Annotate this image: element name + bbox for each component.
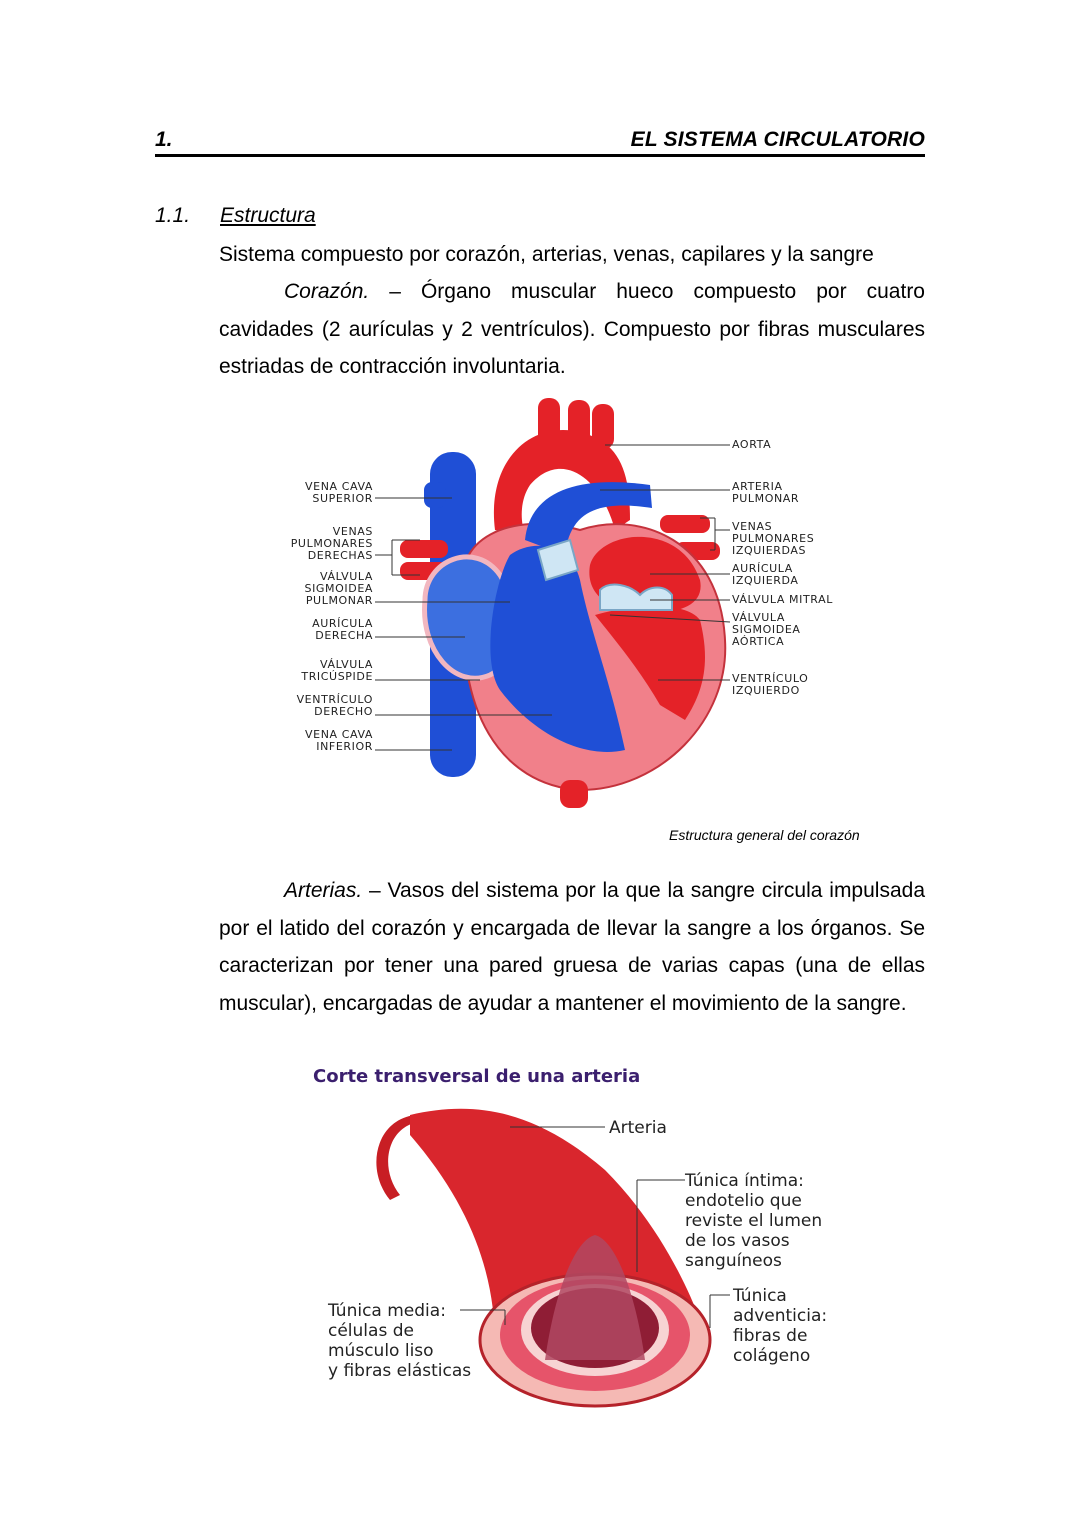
- svg-text:VENTRÍCULODERECHO: [297, 693, 373, 718]
- svg-text:VENA CAVAINFERIOR: [305, 728, 373, 753]
- svg-text:VÁLVULA MITRAL: [732, 593, 833, 606]
- label-ventriculo-der-1: VENTRÍCULO: [296, 693, 373, 706]
- label-vena-cava-inf-1: VENA CAVA: [305, 728, 373, 741]
- label-ventriculo-der-2: DERECHO: [314, 705, 373, 718]
- svg-text:VENASPULMONARESDERECHAS: [291, 525, 373, 562]
- svg-text:VÁLVULASIGMOIDEAAÓRTICA: [732, 611, 801, 648]
- arteries-paragraph: [219, 872, 925, 1022]
- label-adventicia-1: Túnica: [733, 1286, 787, 1306]
- svg-text:Túnica íntima: endotelio q: [684, 1171, 828, 1271]
- svg-text:AURÍCULAIZQUIERDA: [732, 562, 799, 587]
- intro-paragraph: Sistema compuesto por corazón, arterias, venas, capilares y la sangre: [219, 243, 874, 266]
- svg-text:AORTA: [732, 438, 771, 451]
- label-intima-5: sanguíneos: [685, 1251, 782, 1271]
- label-vena-cava-inf-2: INFERIOR: [316, 740, 373, 753]
- chapter-number: 1.: [155, 128, 173, 151]
- heart-labels-left: [291, 480, 373, 753]
- heart-figure-caption: Estructura general del corazón: [669, 827, 860, 843]
- label-auricula-der-2: DERECHA: [315, 629, 373, 642]
- label-valvula-sig-pulm-1: VÁLVULA: [320, 570, 373, 583]
- label-valvula-sig-pulm-2: SIGMOIDEA: [304, 582, 373, 595]
- svg-text:Túnica media: células de: [327, 1301, 471, 1381]
- heart-term: Corazón.: [284, 280, 370, 303]
- heart-diagram: [280, 390, 850, 810]
- label-vena-cava-superior-2: SUPERIOR: [312, 492, 373, 505]
- label-intima-3: reviste el lumen: [685, 1211, 823, 1231]
- label-adventicia-3: fibras de: [733, 1326, 808, 1346]
- label-adventicia-2: adventicia:: [733, 1306, 828, 1326]
- label-venas-pulm-izq-1: VENAS: [732, 520, 773, 533]
- label-media-3: músculo liso: [328, 1341, 434, 1361]
- svg-text:Túnica adventicia: fib: [732, 1286, 833, 1366]
- svg-text:VENASPULMONARESIZQUIERDAS: [732, 520, 814, 557]
- label-adventicia-4: colágeno: [733, 1346, 811, 1366]
- label-venas-pulm-der-3: DERECHAS: [307, 549, 373, 562]
- label-valvula-tric-1: VÁLVULA: [320, 658, 373, 671]
- section-title: Estructura: [220, 204, 316, 227]
- label-auricula-der-1: AURÍCULA: [312, 617, 373, 630]
- page-header: [155, 128, 925, 157]
- label-venas-pulm-der-2: PULMONARES: [290, 537, 373, 550]
- label-valvula-sig-pulm-3: PULMONAR: [305, 594, 373, 607]
- label-media-1: Túnica media:: [328, 1301, 446, 1321]
- label-intima-2: endotelio que: [685, 1191, 802, 1211]
- label-intima-4: de los vasos: [685, 1231, 790, 1251]
- label-valvula-mitral: VÁLVULA MITRAL: [732, 593, 833, 606]
- label-venas-pulm-izq-2: PULMONARES: [732, 532, 815, 545]
- chapter-title: EL SISTEMA CIRCULATORIO: [630, 128, 925, 151]
- artery-figure-title: Corte transversal de una arteria: [313, 1066, 641, 1087]
- heart-paragraph: [219, 273, 925, 386]
- label-arteria-pulm-2: PULMONAR: [732, 492, 800, 505]
- svg-text:VENA CAVASUPERIOR: [305, 480, 373, 505]
- arteries-text: – Vasos del sistema por la que la sangre circula impulsada por el latido del corazón y encargada de llevar la sangre a los órganos. Se caracterizan por tener una pared gruesa de varias capas (una de ellas muscular), encargadas de ayudar a mantener el movimiento de la sangre.: [219, 879, 925, 1015]
- label-media-2: células de: [328, 1321, 414, 1341]
- label-arteria-pulm-1: ARTERIA: [732, 480, 783, 493]
- svg-text:ARTERIAPULMONAR: [732, 480, 799, 505]
- label-valvula-sig-aort-3: AÓRTICA: [732, 635, 785, 648]
- svg-text:VENTRÍCULOIZQUIERDO: [732, 672, 808, 697]
- heart-labels-right: [732, 438, 833, 697]
- svg-text:VÁLVULATRICÚSPIDE: [300, 658, 373, 683]
- label-venas-pulm-der-1: VENAS: [332, 525, 373, 538]
- svg-text:AURÍCULADERECHA: [312, 617, 373, 642]
- label-venas-pulm-izq-3: IZQUIERDAS: [732, 544, 807, 557]
- svg-text:VÁLVULASIGMOIDEAPULMONAR: [305, 570, 374, 607]
- label-valvula-sig-aort-1: VÁLVULA: [732, 611, 785, 624]
- label-media-4: y fibras elásticas: [328, 1361, 472, 1381]
- artery-diagram: [305, 1060, 865, 1420]
- heart-text: – Órgano muscular hueco compuesto por cuatro cavidades (2 aurículas y 2 ventrículos). Compuesto por fibras musculares estriadas de contracción involuntaria.: [219, 280, 925, 379]
- label-arteria: Arteria: [609, 1118, 667, 1138]
- section-number: 1.1.: [155, 204, 191, 227]
- label-aorta: AORTA: [732, 438, 772, 451]
- label-valvula-tric-2: TRICÚSPIDE: [301, 670, 373, 683]
- arteries-term: Arterias.: [284, 879, 363, 902]
- label-valvula-sig-aort-2: SIGMOIDEA: [732, 623, 801, 636]
- label-vena-cava-superior-1: VENA CAVA: [305, 480, 373, 493]
- label-ventriculo-izq-1: VENTRÍCULO: [732, 672, 809, 685]
- label-auricula-izq-2: IZQUIERDA: [732, 574, 799, 587]
- label-ventriculo-izq-2: IZQUIERDO: [732, 684, 800, 697]
- label-intima-1: Túnica íntima:: [685, 1171, 804, 1191]
- label-auricula-izq-1: AURÍCULA: [732, 562, 793, 575]
